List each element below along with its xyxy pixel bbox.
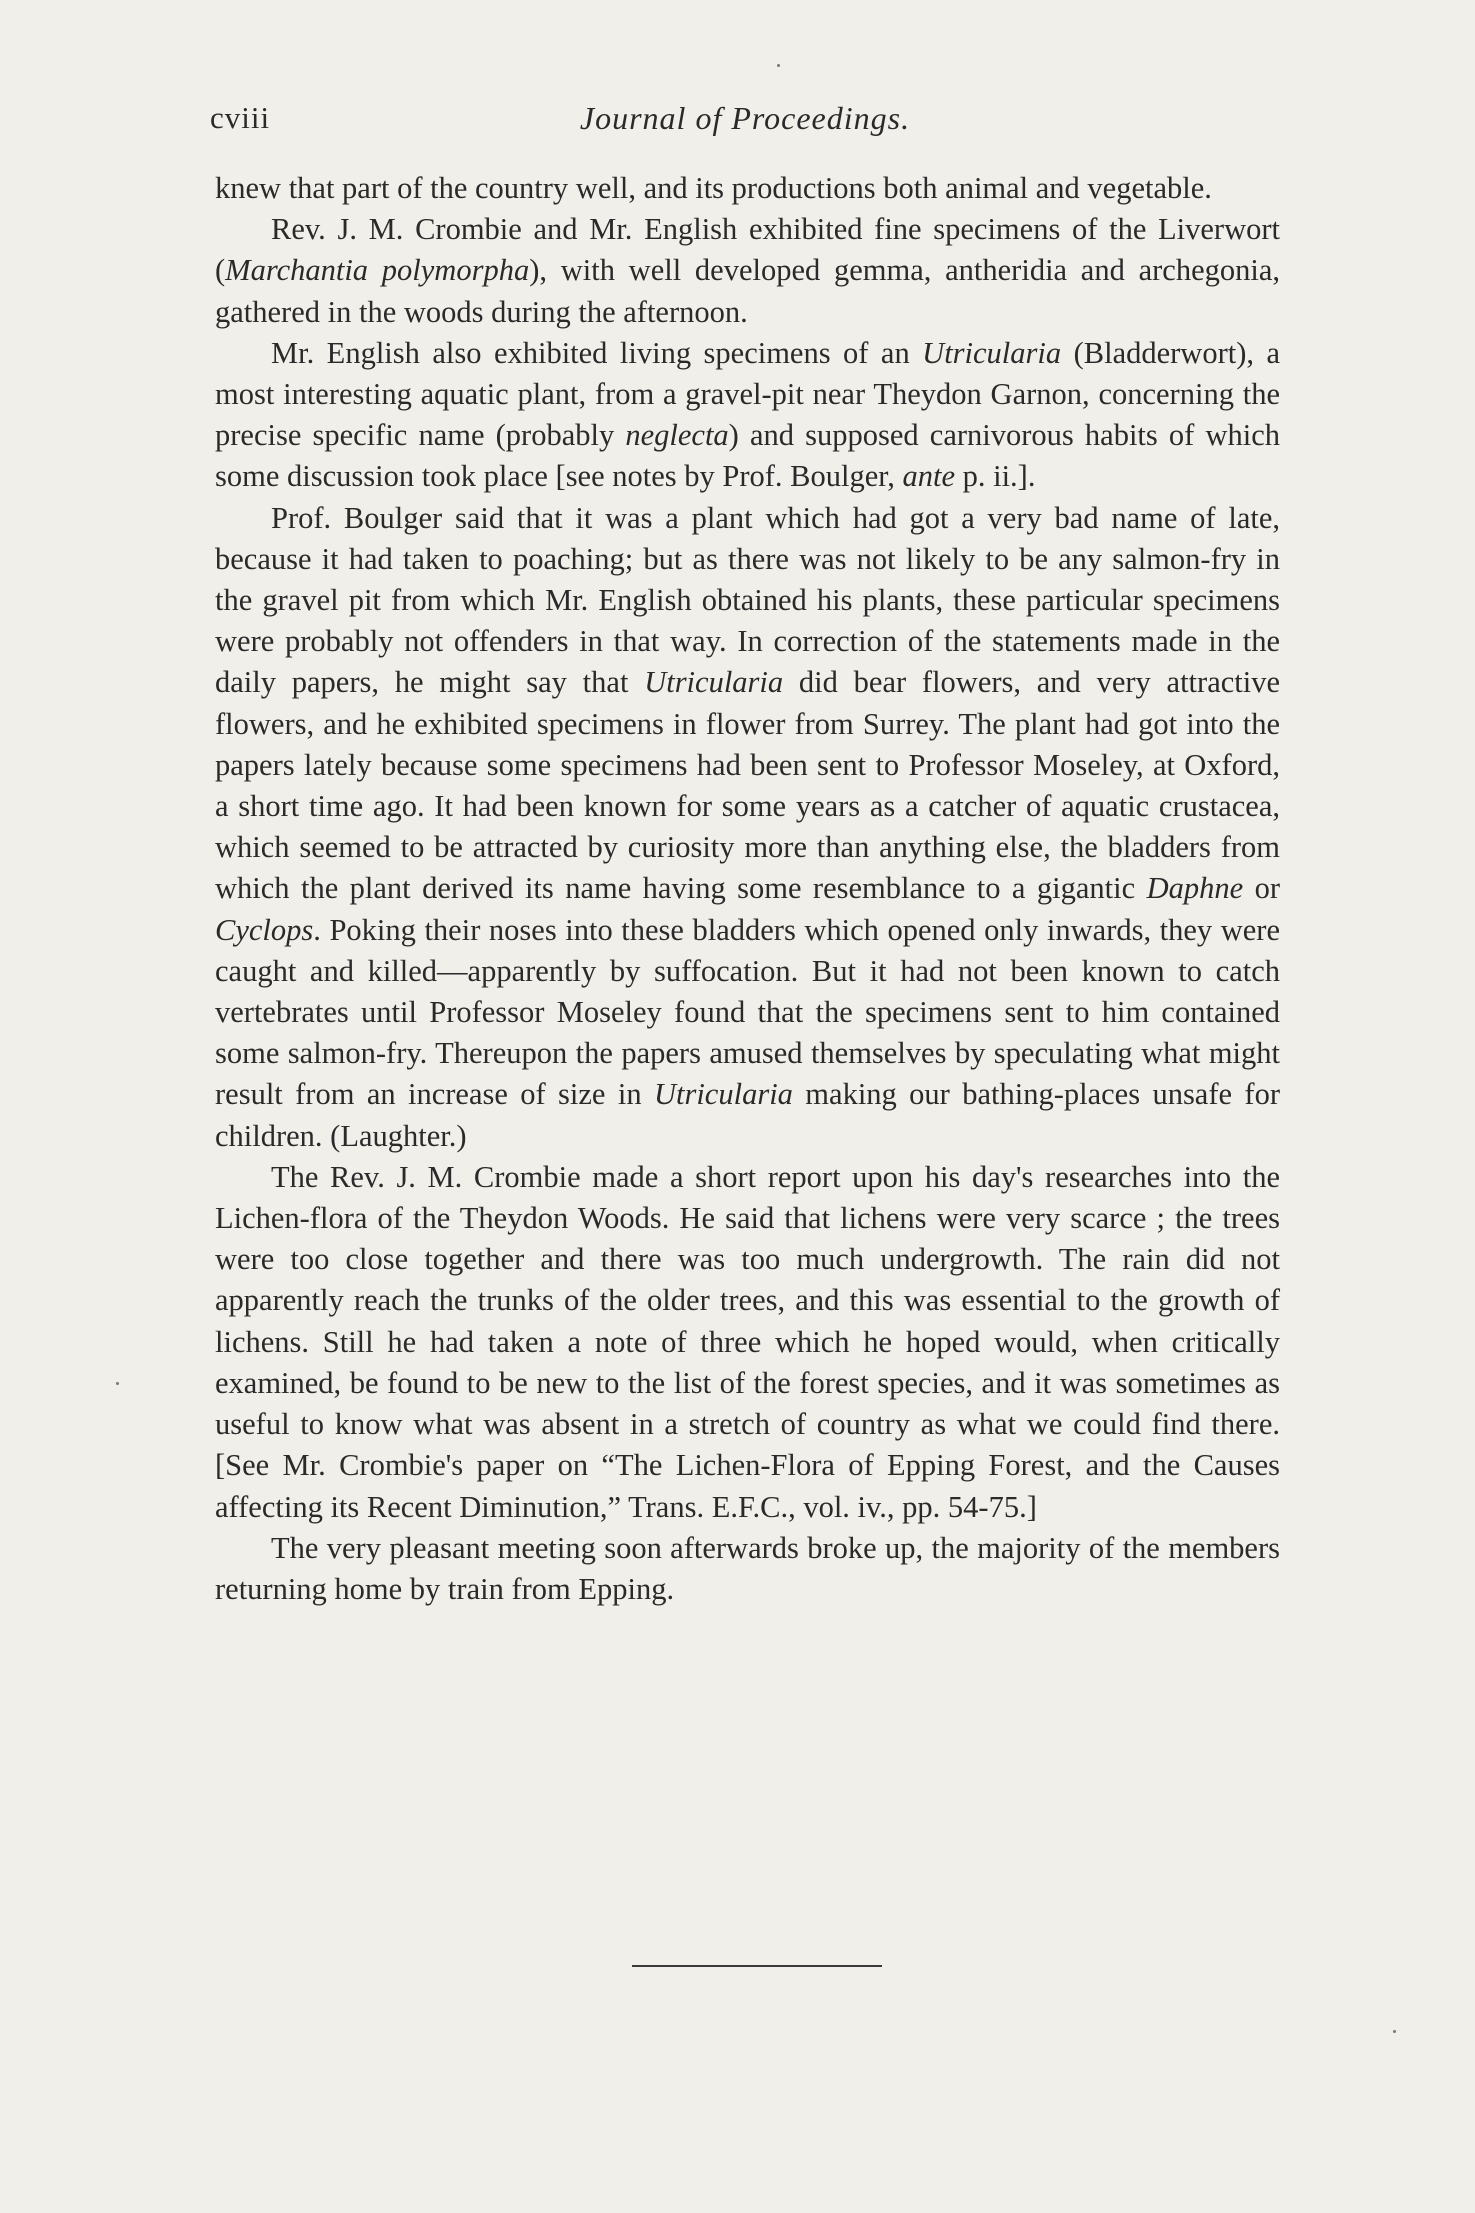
- page-header: [210, 100, 1280, 150]
- text-run: . Poking their noses into these bladders which opened only inwards, they were caught and killed—apparently by suffocation. But it had not been known to catch vertebrates until Professor Moseley found that the specimens sent to him contained some salmon-fry. Thereupon the papers amused themselves by speculating what might result from an increase of size in: [215, 912, 1280, 1112]
- page-blemish: [777, 64, 780, 67]
- text-run: ) and supposed carnivorous habits of which some discussion took place [see notes by Prof. Boulger,: [215, 418, 1280, 494]
- italic-term: ante: [902, 459, 955, 494]
- text-run: Rev. J. M. Crombie and Mr. English exhibited fine specimens of the Liverwort (: [215, 212, 1280, 288]
- paragraph: [215, 333, 1280, 498]
- body-text: [215, 168, 1280, 1610]
- text-run: (Bladderwort), a most interesting aquatic plant, from a gravel-pit near Theydon Garnon, concerning the precise specific name (probably: [215, 335, 1280, 453]
- italic-term: Utricularia: [922, 335, 1062, 370]
- paragraph: [215, 1528, 1280, 1610]
- text-run: or: [1243, 871, 1280, 906]
- paragraph: [215, 209, 1280, 333]
- italic-term: neglecta: [625, 418, 729, 453]
- page-blemish: [1393, 2030, 1396, 2033]
- text-run: ), with well developed gemma, antheridia and archegonia, gathered in the woods during the afternoon.: [215, 253, 1280, 329]
- text-run: knew that part of the country well, and its productions both animal and vegetable.: [215, 171, 1212, 205]
- paragraph: [215, 498, 1280, 1157]
- text-run: making our bathing-places unsafe for children. (Laughter.): [215, 1077, 1280, 1153]
- italic-term: Daphne: [1146, 871, 1244, 906]
- text-run: The Rev. J. M. Crombie made a short report upon his day's researches into the Lichen-flora of the Theydon Woods. He said that lichens were very scarce ; the trees were too close together and there was too much undergrowth. The rain did not apparently reach the trunks of the older trees, and this was essential to the growth of lichens. Still he had taken a note of three which he hoped would, when critically examined, be found to be new to the list of the forest species, and it was sometimes as useful to know what was absent in a stretch of country as what we could find there. [See Mr. Crombie's paper on “The Lichen-Flora of Epping Forest, and the Causes affecting its Recent Diminution,” Trans. E.F.C., vol. iv., pp. 54-75.]: [215, 1159, 1280, 1524]
- paragraph: [215, 1157, 1280, 1528]
- italic-term: Cyclops: [215, 912, 314, 947]
- italic-term: Utricularia: [653, 1077, 793, 1112]
- page-number: cviii: [210, 100, 271, 135]
- text-run: The very pleasant meeting soon afterwards broke up, the majority of the members returning home by train from Epping.: [215, 1530, 1280, 1606]
- italic-term: Marchantia polymorpha: [225, 253, 530, 288]
- text-run: Prof. Boulger said that it was a plant which had got a very bad name of late, because it had taken to poaching; but as there was not likely to be any salmon-fry in the gravel pit from which Mr. English obtained his plants, these particular specimens were probably not offenders in that way. In correction of the statements made in the daily papers, he might say that: [215, 500, 1280, 700]
- page-blemish: [116, 1382, 119, 1385]
- text-run: did bear flowers, and very attractive flowers, and he exhibited specimens in flower from Surrey. The plant had got into the papers lately because some specimens had been sent to Professor Moseley, at Oxford, a short time ago. It had been known for some years as a catcher of aquatic crustacea, which seemed to be attracted by curiosity more than anything else, the bladders from which the plant derived its name having some resemblance to a gigantic: [215, 665, 1280, 906]
- text-run: p. ii.].: [954, 459, 1036, 494]
- italic-term: Utricularia: [644, 665, 784, 700]
- text-run: Mr. English also exhibited living specimens of an: [271, 335, 923, 370]
- running-title: Journal of Proceedings.: [579, 100, 911, 136]
- section-divider-rule: [632, 1965, 882, 1967]
- paragraph: [215, 168, 1280, 209]
